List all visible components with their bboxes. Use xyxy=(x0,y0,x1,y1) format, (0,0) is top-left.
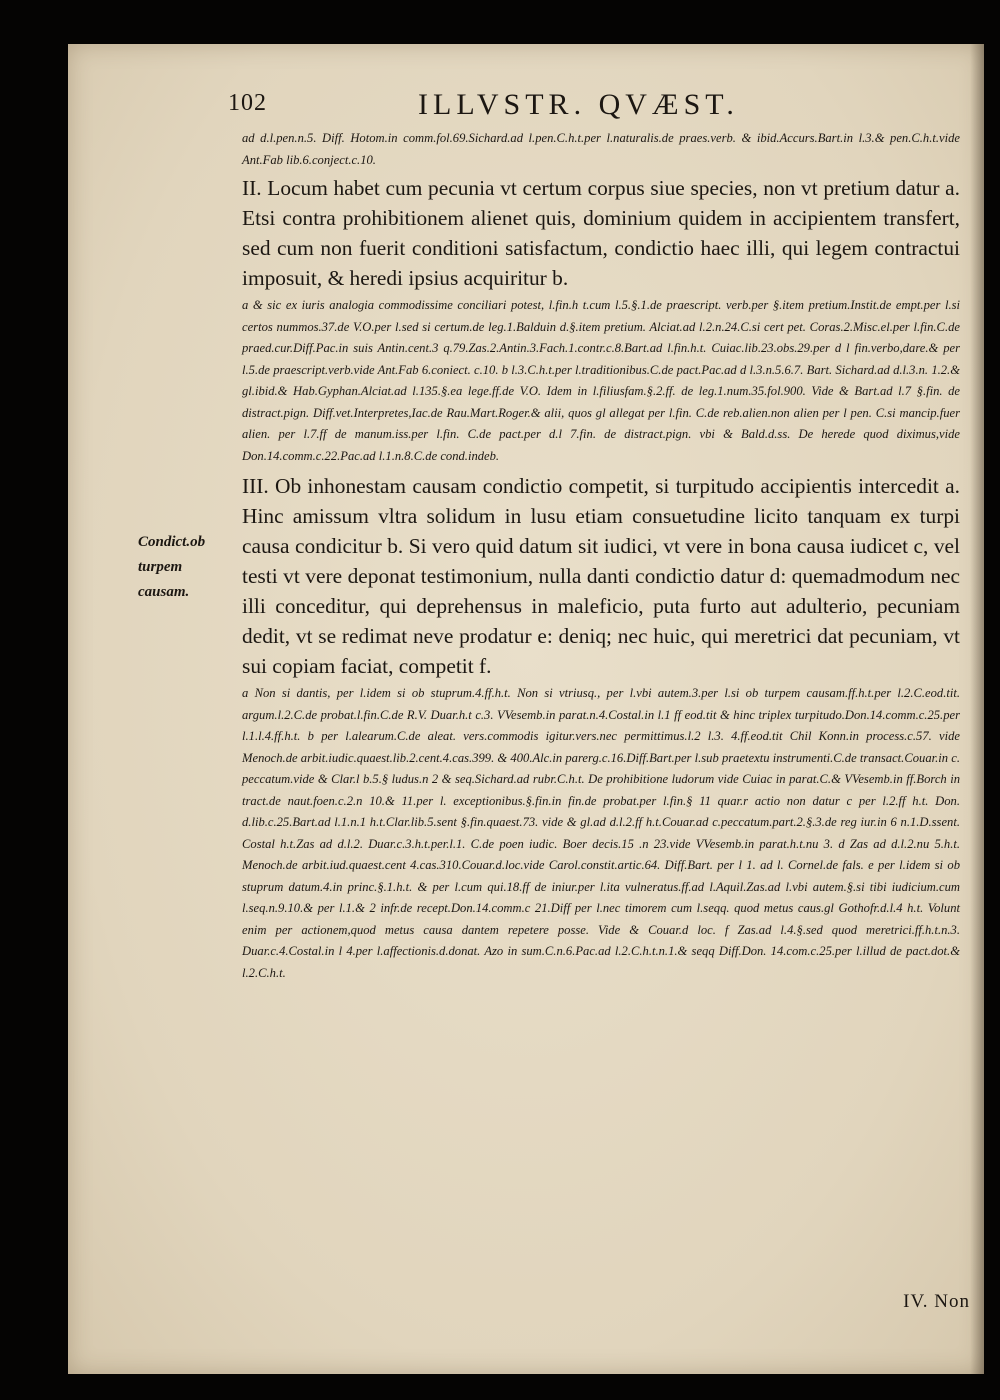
page-number: 102 xyxy=(228,90,267,116)
section-iii-footnotes: a Non si dantis, per l.idem si ob stuprum.4.ff.h.t. Non si vtriusq., per l.vbi autem.3.per l.si ob turpem causam.ff.h.t.per l.2.C.eod.tit. argum.l.2.C.de probat.l.fin.C.de R.V. Duar.h.t c.3. VVesemb.in parat.n.4.Costal.in l.1 ff eod.tit & hinc triplex turpitudo.Don.14.comm.c.25.per l.1.l.4.ff.h.t. b per l.alearum.C.de aleat. vers.commodis igitur.vers.nec permittimus.l.2 l.3. 4.ff.eod.tit Chil Konn.in process.c.57. vide Menoch.de arbit.iudic.quaest.lib.2.cent.4.cas.399. & 400.Alc.in parerg.c.16.Diff.Bart.per l.sub praetextu instrumenti.C.de transact.Couar.in c. peccatum.vide & Clar.l b.5.§ ludus.n 2 & seq.Sichard.ad rubr.C.h.t. De prohibitione ludorum vide Cuiac in parat.C.& VVesemb.in ff.Borch in tract.de naut.foen.c.2.n 10.& 11.per l. exceptionibus.§.fin.in fin.de probat.per l.fin.§ 11 quar.r actio non datur c per l.2.ff h.t. Don. d.lib.c.25.Bart.ad l.1.n.1 h.t.Clar.lib.5.sent §.fin.quaest.73. vide & gl.ad d.l.2.ff h.t.Couar.ad c.peccatum.part.2.§.3.de reg iur.in 6 n.1.D.ssent. Costal h.t.Zas ad d.l.2. Duar.c.3.h.t.per.l.1. C.de poen iudic. Boer decis.15 .n 23.vide VVesemb.in parat.h.t.nu 3. d Zas ad d.l.2.nu 5.h.t. Menoch.de arbit.iud.quaest.cent 4.cas.310.Couar.d.loc.vide Carol.constit.artic.64. Diff.Bart. per l 1. ad l. Cornel.de fals. e per l.idem si ob stuprum datum.4.in princ.§.1.h.t. & per l.cum qui.18.ff de iniur.per l.ita vulneratus.ff.ad l.Aquil.Zas.ad l.vbi autem.§.si tibi iudicium.cum l.seq.n.9.10.& per l.1.& 2 infr.de recept.Don.14.comm.c 21.Diff per l.nec timorem cum l.seqq. quod metus caus.gl Gothofr.d.l.4 h.t. Volunt enim per actionem,quod metus causa dantem repetere posse. Vide & Couar.d loc. f Zas.ad l.4.§.sed quod meretrici.ff.h.t.n.3. Duar.c.4.Costal.in l 4.per l.affectionis.d.donat. Azo in sum.C.n.6.Pac.ad l.2.C.h.t.n.1.& seqq Diff.Don. 14.com.c.25.per l.illud de pact.dot.& l.2.C.h.t. xyxy=(242,686,960,980)
section-ii-paragraph: II. Locum habet cum pecunia vt certum corpus siue species, non vt pretium datur a. Etsi contra prohibitionem alienet quis, dominium quidem in accipientem transfert, sed cum non fuerit conditioni satisfactum, condictio haec illi, qui legem contractui imposuit, & heredi ipsius acquiritur b. xyxy=(242,176,960,290)
page-content xyxy=(242,128,960,984)
catchword: IV. Non xyxy=(903,1291,970,1312)
section-ii-footnotes: a & sic ex iuris analogia commodissime conciliari potest, l.fin.h t.cum l.5.§.1.de praescript. verb.per §.item pretium.Instit.de empt.per l.si certos nummos.37.de V.O.per l.sed si certum.de leg.1.Balduin d.§.item pretium. Alciat.ad l.2.n.24.C.si cert pet. Coras.2.Misc.el.per l.fin.C.de praed.cur.Diff.Pac.in suis Antin.cent.3 q.79.Zas.2.Antin.3.Fach.1.contr.c.8.Bart.ad l.fin.h.t. Cuiac.lib.23.obs.29.per d l fin.verbo,dare.& per l.5.de praescript.verb.vide Ant.Fab 6.coniect. c.10. b l.3.C.h.t.per l.traditionibus.C.de pact.Pac.ad d l.3.n.5.6.7. Bart. Sichard.ad d.l.3.n. 1.2.& gl.ibid.& Hab.Gyphan.Alciat.ad l.135.§.ea lege.ff.de V.O. Idem in l.filiusfam.§.2.ff. de leg.1.num.35.fol.900. Vide & Bart.ad l.7 §.fin. de distract.pign. Diff.vet.Interpretes,Iac.de Rau.Mart.Roger.& alii, quos gl allegat per l.fin. C.de reb.alien.non alien per l pen. C.si mancip.fuer alien. per l.7.ff de manum.iss.per l.fin. C.de pact.per d.l 7.fin. de distract.pign. vbi & Bald.d.ss. De herede quod diximus,vide Don.14.comm.c.22.Pac.ad l.1.n.8.C.de cond.indeb. xyxy=(242,298,960,463)
page-edge-shadow xyxy=(970,44,984,1374)
running-head xyxy=(228,90,948,126)
running-title: ILLVSTR. QVÆST. xyxy=(418,88,739,121)
marginal-note: Condict.ob turpem causam. xyxy=(138,534,206,600)
book-page xyxy=(68,44,984,1374)
continued-footnote: ad d.l.pen.n.5. Diff. Hotom.in comm.fol.69.Sichard.ad l.pen.C.h.t.per l.naturalis.de praes.verb. & ibid.Accurs.Bart.in l.3.& pen.C.h.t.vide Ant.Fab lib.6.conject.c.10. xyxy=(242,131,960,167)
section-iii-paragraph: III. Ob inhonestam causam condictio competit, si turpitudo accipientis intercedit a. Hinc amissum vltra solidum in lusu etiam consuetudine licito tanquam ex turpi causa condicitur b. Si vero quid datum sit iudici, vt vere in bona causa iudicet c, vel testi vt vere deponat testimonium, nulla danti condictio datur d: quemadmodum nec illi conceditur, qui deprehensus in maleficio, puta furto aut adulterio, pecuniam dedit, vt se redimat neve prodatur e: deniq; nec huic, qui meretrici dat pecuniam, vt sui copiam faciat, competit f. xyxy=(242,474,960,678)
